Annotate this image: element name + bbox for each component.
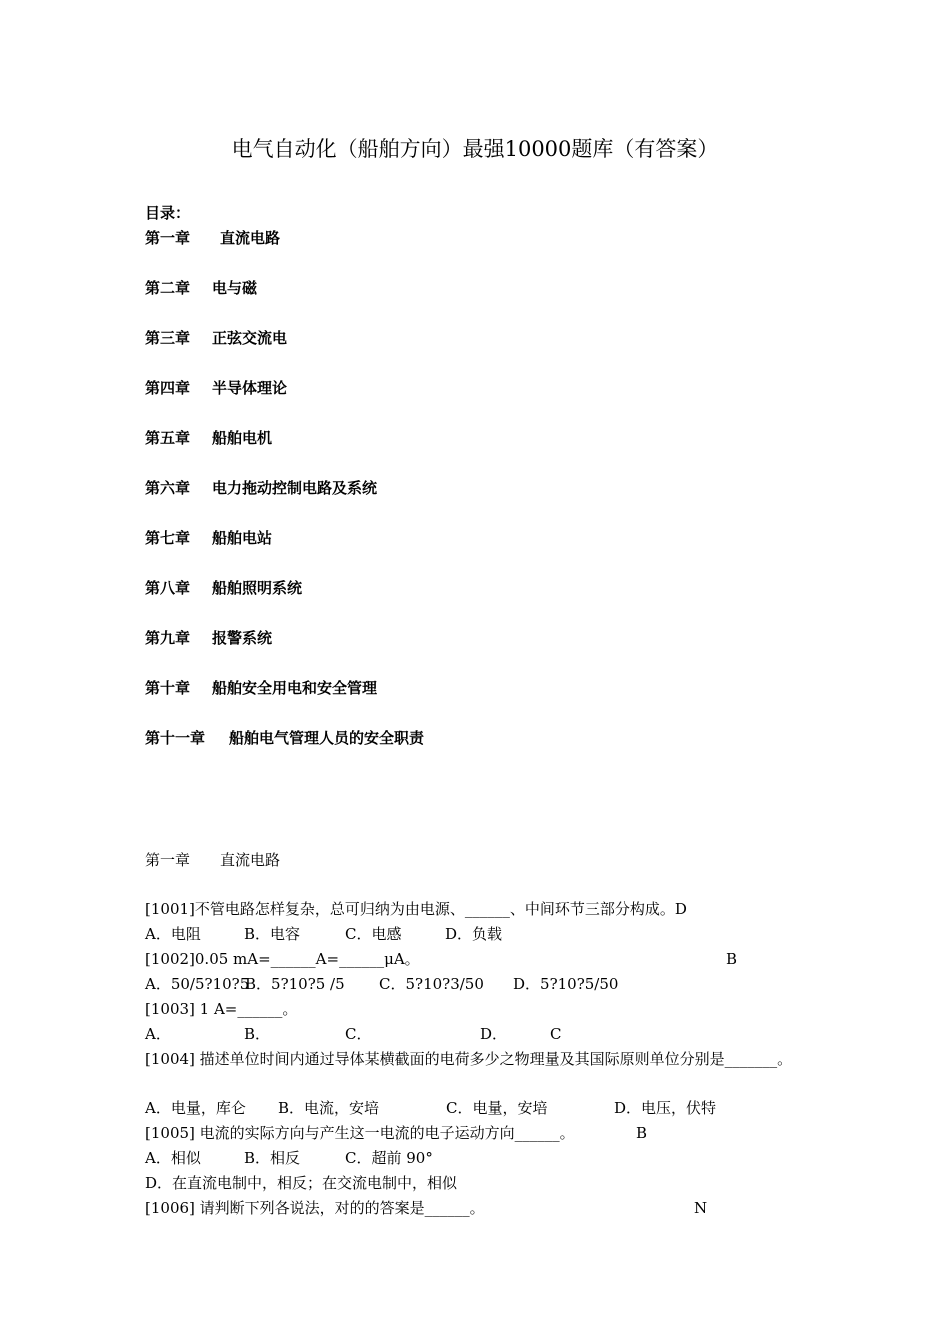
options-1003: A． B． C． D． C xyxy=(145,1022,815,1047)
answer-1003: C xyxy=(550,1025,562,1043)
option-1005-d: D．在直流电制中，相反；在交流电制中，相似 xyxy=(145,1174,458,1192)
question-1001: [1001]不管电路怎样复杂，总可归纳为由电源、______、中间环节三部分构成。D xyxy=(145,900,687,918)
answer-1002: B xyxy=(726,950,738,968)
toc-label: 目录： xyxy=(145,204,191,222)
question-1003: [1003] 1 A=______。 xyxy=(145,1000,298,1018)
options-1001: A．电阻 B．电容 C．电感 D．负载 xyxy=(145,925,503,943)
question-list xyxy=(145,897,815,1221)
table-of-contents xyxy=(145,226,424,776)
answer-1006: N xyxy=(694,1199,708,1217)
toc-item: 第三章 正弦交流电 xyxy=(145,329,288,347)
question-1006: [1006] 请判断下列各说法，对的的答案是______。 N xyxy=(145,1196,815,1221)
toc-item: 第九章 报警系统 xyxy=(145,629,273,647)
options-1004: A．电量，库仑 B．电流，安培 C．电量，安培 D．电压，伏特 xyxy=(145,1099,717,1117)
question-1002: [1002]0.05 mA=______A=______μA。 B xyxy=(145,947,815,972)
toc-item: 第四章 半导体理论 xyxy=(145,379,288,397)
answer-1005: B xyxy=(636,1124,648,1142)
toc-item: 第八章 船舶照明系统 xyxy=(145,579,303,597)
question-1004: [1004] 描述单位时间内通过导体某横截面的电荷多少之物理量及其国际原则单位分别是_______。 xyxy=(145,1050,793,1068)
toc-item: 第七章 船舶电站 xyxy=(145,529,273,547)
toc-item: 第六章 电力拖动控制电路及系统 xyxy=(145,479,378,497)
toc-item: 第一章 直流电路 xyxy=(145,229,281,247)
toc-item: 第五章 船舶电机 xyxy=(145,429,273,447)
toc-item: 第十章 船舶安全用电和安全管理 xyxy=(145,679,378,697)
options-1005: A．相似 B．相反 C．超前 90° xyxy=(145,1149,433,1167)
options-1002: A．50/5?10?5B．5?10?5 /5 C．5?10?3/50 D．5?10?5/50 xyxy=(145,975,619,993)
question-1005: [1005] 电流的实际方向与产生这一电流的电子运动方向______。 B xyxy=(145,1121,815,1146)
toc-item: 第十一章 船舶电气管理人员的安全职责 xyxy=(145,729,425,747)
document-title: 电气自动化（船舶方向）最强10000题库（有答案） xyxy=(231,137,719,161)
toc-item: 第二章 电与磁 xyxy=(145,279,258,297)
chapter-heading: 第一章 直流电路 xyxy=(145,851,281,869)
